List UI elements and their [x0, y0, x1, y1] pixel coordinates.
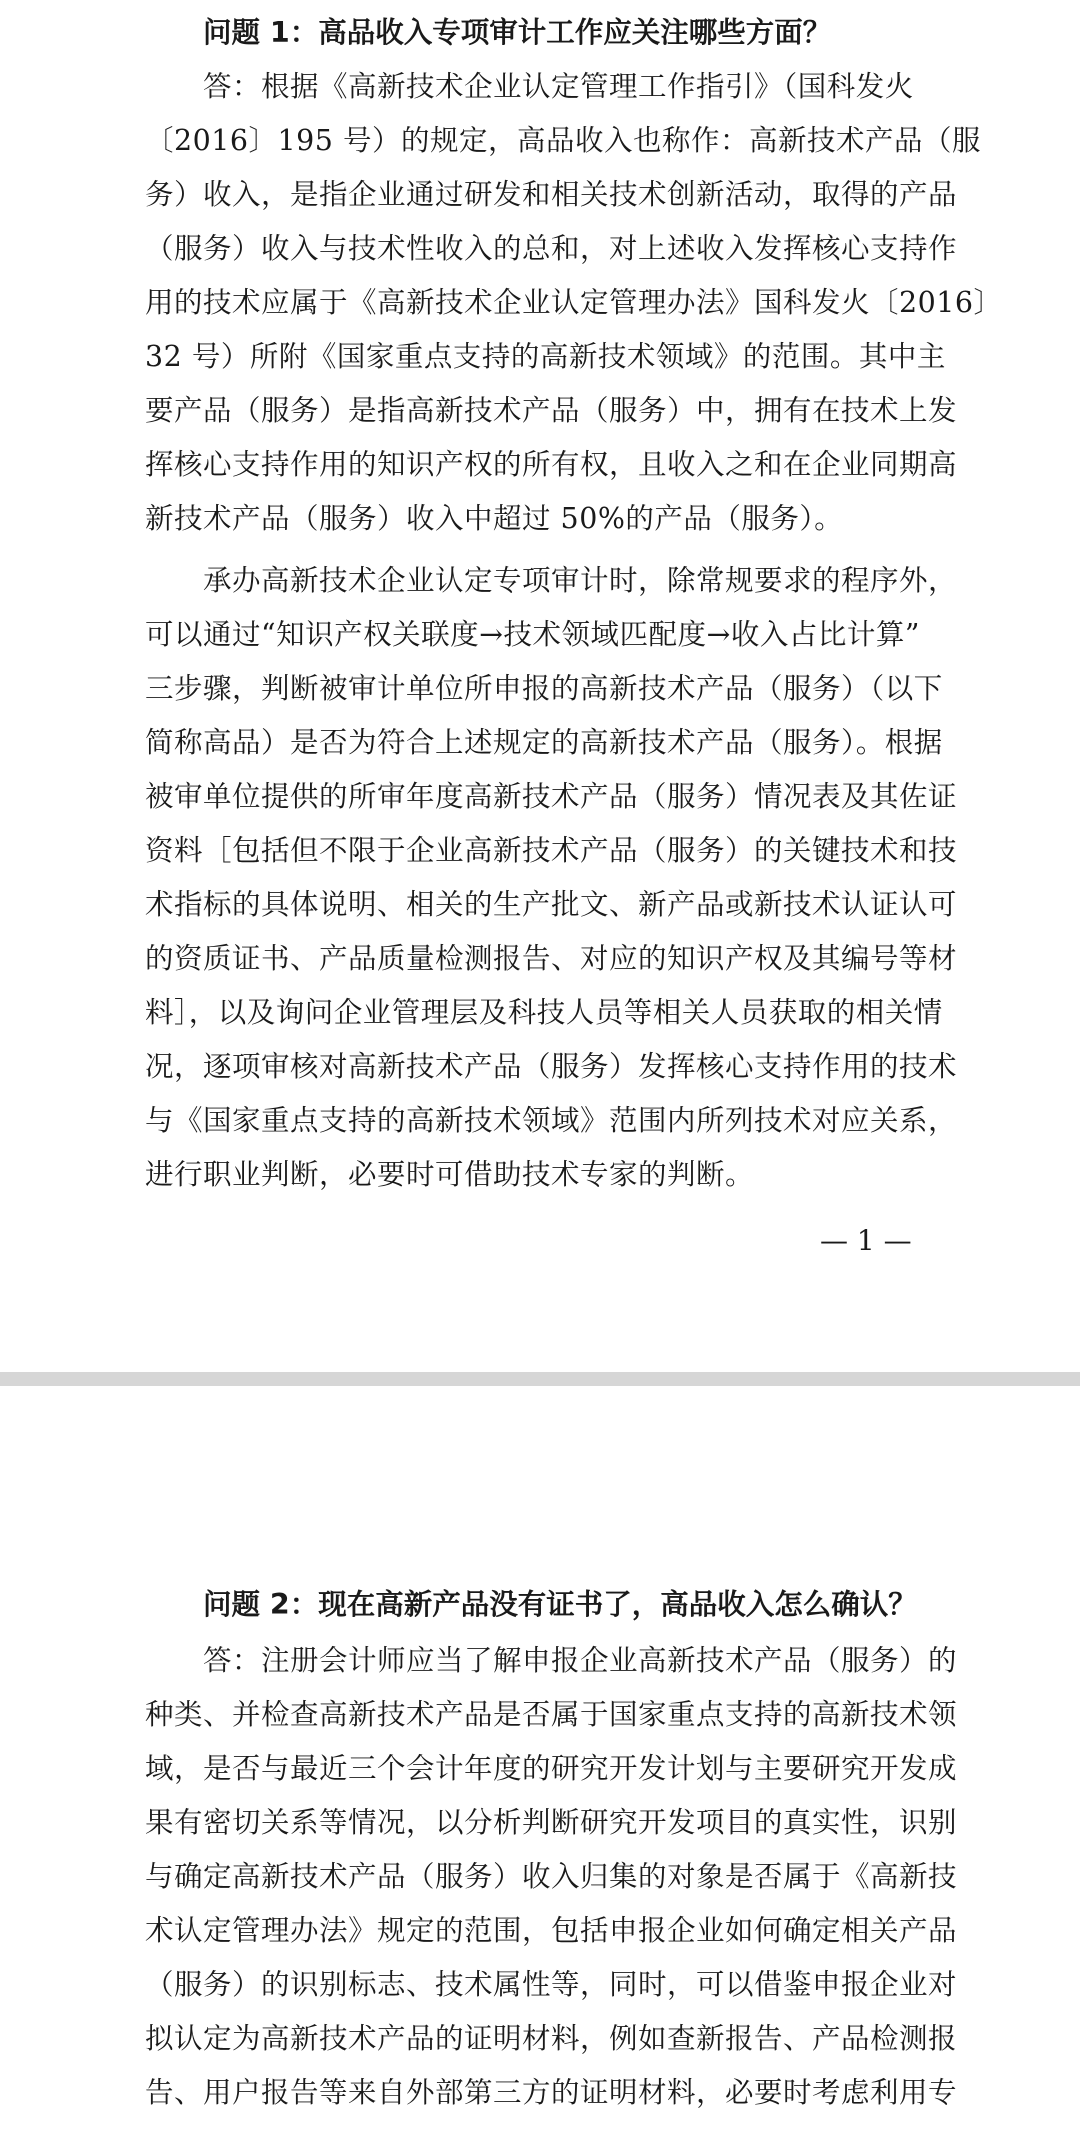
answer-1-paragraph-2-line: 术指标的具体说明、相关的生产批文、新产品或新技术认证认可: [145, 888, 958, 921]
answer-2-line: 答：注册会计师应当了解申报企业高新技术产品（服务）的: [203, 1644, 958, 1677]
answer-1-paragraph-2-line: 况，逐项审核对高新技术产品（服务）发挥核心支持作用的技术: [145, 1050, 958, 1083]
answer-1-paragraph-2-line: 的资质证书、产品质量检测报告、对应的知识产权及其编号等材: [145, 942, 958, 975]
answer-1-paragraph-2-line: 被审单位提供的所审年度高新技术产品（服务）情况表及其佐证: [145, 780, 958, 813]
answer-1-line: 新技术产品（服务）收入中超过 50%的产品（服务）。: [145, 502, 844, 535]
answer-2-line: 告、用户报告等来自外部第三方的证明材料，必要时考虑利用专: [145, 2076, 958, 2109]
question-2-heading: 问题 2：现在高新产品没有证书了，高品收入怎么确认？: [203, 1588, 917, 1621]
answer-1-line: （服务）收入与技术性收入的总和，对上述收入发挥核心支持作: [145, 232, 958, 265]
answer-1-paragraph-2-line: 简称高品）是否为符合上述规定的高新技术产品（服务）。根据: [145, 726, 943, 759]
answer-1-line: 要产品（服务）是指高新技术产品（服务）中，拥有在技术上发: [145, 394, 958, 427]
answer-1-line: 用的技术应属于《高新技术企业认定管理办法》国科发火〔2016〕: [145, 286, 1003, 319]
page-separator: [0, 1372, 1080, 1386]
answer-2-line: 种类、并检查高新技术产品是否属于国家重点支持的高新技术领: [145, 1698, 958, 1731]
answer-1-paragraph-2-line: 进行职业判断，必要时可借助技术专家的判断。: [145, 1158, 755, 1191]
answer-2-line: 果有密切关系等情况，以分析判断研究开发项目的真实性，识别: [145, 1806, 958, 1839]
answer-2-line: 拟认定为高新技术产品的证明材料，例如查新报告、产品检测报: [145, 2022, 958, 2055]
answer-2-line: 与确定高新技术产品（服务）收入归集的对象是否属于《高新技: [145, 1860, 958, 1893]
page-number: — 1 —: [820, 1224, 912, 1257]
answer-1-line: 32 号）所附《国家重点支持的高新技术领域》的范围。其中主: [145, 340, 946, 373]
answer-2-line: 术认定管理办法》规定的范围，包括申报企业如何确定相关产品: [145, 1914, 958, 1947]
answer-1-paragraph-2-line: 与《国家重点支持的高新技术领域》范围内所列技术对应关系，: [145, 1104, 958, 1137]
answer-1-paragraph-2-line: 承办高新技术企业认定专项审计时，除常规要求的程序外，: [203, 564, 958, 597]
answer-1-paragraph-2-line: 料］，以及询问企业管理层及科技人员等相关人员获取的相关情: [145, 996, 943, 1029]
answer-1-line: 务）收入，是指企业通过研发和相关技术创新活动，取得的产品: [145, 178, 958, 211]
answer-1-paragraph-2-line: 可以通过“知识产权关联度→技术领域匹配度→收入占比计算”: [145, 618, 920, 651]
answer-1-line: 挥核心支持作用的知识产权的所有权，且收入之和在企业同期高: [145, 448, 958, 481]
answer-1-paragraph-2-line: 三步骤，判断被审计单位所申报的高新技术产品（服务）（以下: [145, 672, 943, 705]
answer-1-line: 〔2016〕195 号）的规定，高品收入也称作：高新技术产品（服: [145, 124, 981, 157]
document-page-2: [0, 1386, 1080, 2137]
answer-2-line: （服务）的识别标志、技术属性等，同时，可以借鉴申报企业对: [145, 1968, 958, 2001]
answer-2-line: 域，是否与最近三个会计年度的研究开发计划与主要研究开发成: [145, 1752, 958, 1785]
answer-1-paragraph-2-line: 资料［包括但不限于企业高新技术产品（服务）的关键技术和技: [145, 834, 958, 867]
answer-1-line: 答：根据《高新技术企业认定管理工作指引》（国科发火: [203, 70, 914, 103]
question-1-heading: 问题 1：高品收入专项审计工作应关注哪些方面？: [203, 16, 832, 49]
